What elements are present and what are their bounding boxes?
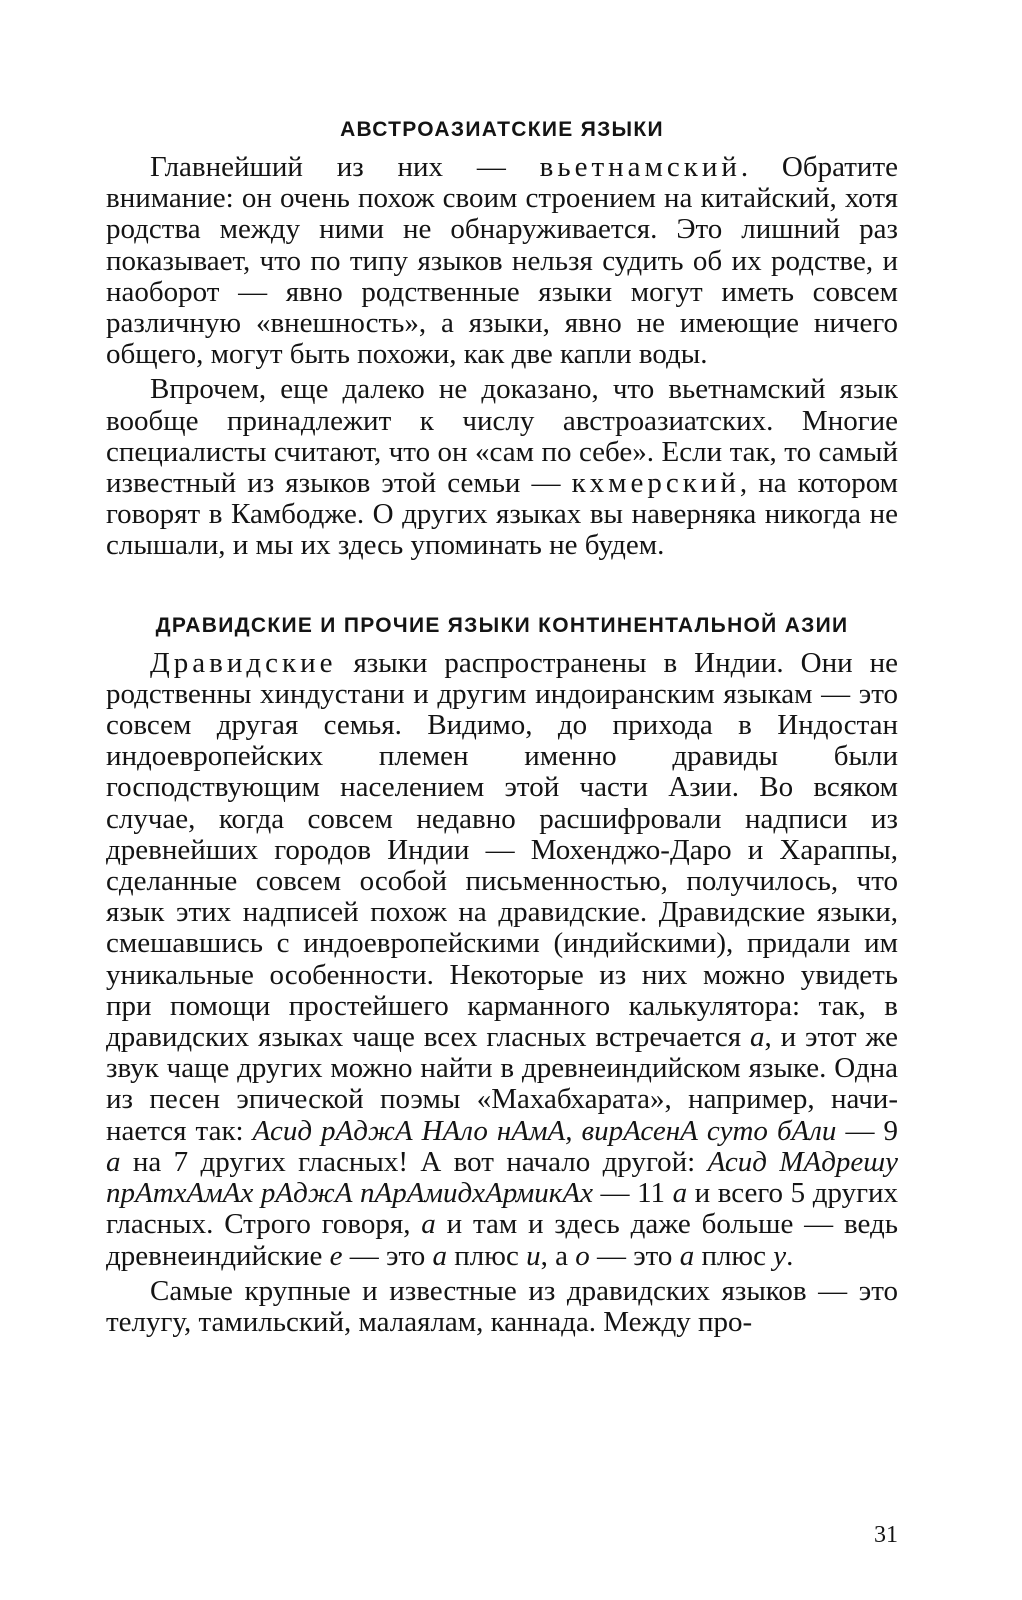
text-run: и всего 5 других гласных. Строго говоря, <box>106 1177 898 1241</box>
text-run: плюс <box>447 1239 527 1272</box>
italic-text: у <box>773 1239 787 1272</box>
paragraph <box>106 1276 898 1338</box>
text-run: , и этот же звук чаще других можно найти в древнеиндийском языке. Одна из песен эпической поэмы «Махабхарата», например, начинается так: <box>106 1021 898 1147</box>
text-run: Самые крупные и известные из дравидских языков — это телугу, тамильский, малаялам, каннада. Между про- <box>106 1274 898 1338</box>
text-run: языки распространены в Индии. Они не родственны хиндустани и другим индоиранским языкам — это совсем другая семья. Видимо, до прихода в Индостан индоевропейских племен именно дравиды были господствующим населением этой части Азии. Во всяком случае, когда совсем недавно расшифровали надписи из древнейших городов Индии — Мохенджо-Даро и Хараппы, сделанные совсем особой письменностью, получилось, что язык этих надписей похож на дравидские. Дравидские языки, смешавшись с индоевропейскими (индийскими), придали им уникальные особенности. Некоторые из них можно увидеть при помощи простейшего карманного калькулятора: так, в дравидских языках чаще всех гласных встречается <box>106 646 898 1054</box>
italic-text: а <box>679 1239 695 1272</box>
text-run: . Обратите внимание: он очень похож своим строением на китайский, хотя родства между ними не обнаруживается. Это лишний раз показывает, что по типу языков нельзя судить об их родстве, и наоборот — явно родственные языки могут иметь совсем различную «внешность», а языки, явно не имеющие ничего общего, могут быть похожи, как две капли воды. <box>106 151 898 371</box>
italic-text: а <box>749 1021 765 1054</box>
italic-text: а <box>106 1145 121 1178</box>
text-run: на 7 других гласных! А вот начало другой: <box>120 1145 708 1178</box>
italic-text: Асид рАджА НАло нАмА, вирАсенА суто бАли <box>252 1114 837 1147</box>
text-run: плюс <box>694 1239 774 1272</box>
italic-text: о <box>575 1239 590 1272</box>
italic-text: е <box>329 1239 343 1272</box>
text-run: , а <box>540 1239 576 1272</box>
text-run: Впрочем, еще далеко не доказано, что вьетнамский язык вообще принадлежит к числу австроазиатских. Многие специалисты считают, что он «сам по себе». Если так, то самый известный из языков этой семьи — <box>106 373 898 500</box>
text-run: — 11 <box>592 1177 673 1210</box>
text-run: — это <box>589 1239 680 1272</box>
paragraph <box>106 152 898 370</box>
paragraph <box>106 374 898 561</box>
text-run: — это <box>342 1239 433 1272</box>
italic-text: а <box>672 1177 688 1210</box>
text-run: Главнейший из них — <box>150 151 540 183</box>
spaced-emphasis: Дравидские <box>150 646 337 679</box>
italic-text: а <box>421 1208 436 1241</box>
section-heading-dravidian: ДРАВИДСКИЕ И ПРОЧИЕ ЯЗЫКИ КОНТИНЕНТАЛЬНОЙ АЗИИ <box>155 613 849 637</box>
paragraph <box>106 648 898 1272</box>
italic-text: а <box>432 1239 448 1272</box>
book-page <box>106 110 898 1338</box>
spaced-emphasis: кхмерский <box>571 467 740 500</box>
italic-text: Асид МАдрешу прАтхАмАх рАджА пАрАмидхАрмикАх <box>106 1145 898 1210</box>
text-run: и там и здесь даже больше — ведь древнеиндийские <box>106 1208 898 1272</box>
text-run: . <box>786 1239 794 1272</box>
italic-text: и <box>526 1239 541 1272</box>
spaced-emphasis: вьетнамский <box>539 151 741 183</box>
page-number: 31 <box>874 1522 898 1548</box>
text-run: — 9 <box>836 1114 899 1147</box>
section-heading-austroasiatic: АВСТРОАЗИАТСКИЕ ЯЗЫКИ <box>340 118 664 141</box>
text-run: , на котором говорят в Камбодже. О других языках вы наверняка никогда не слышали, и мы их здесь упоминать не будем. <box>106 467 898 562</box>
